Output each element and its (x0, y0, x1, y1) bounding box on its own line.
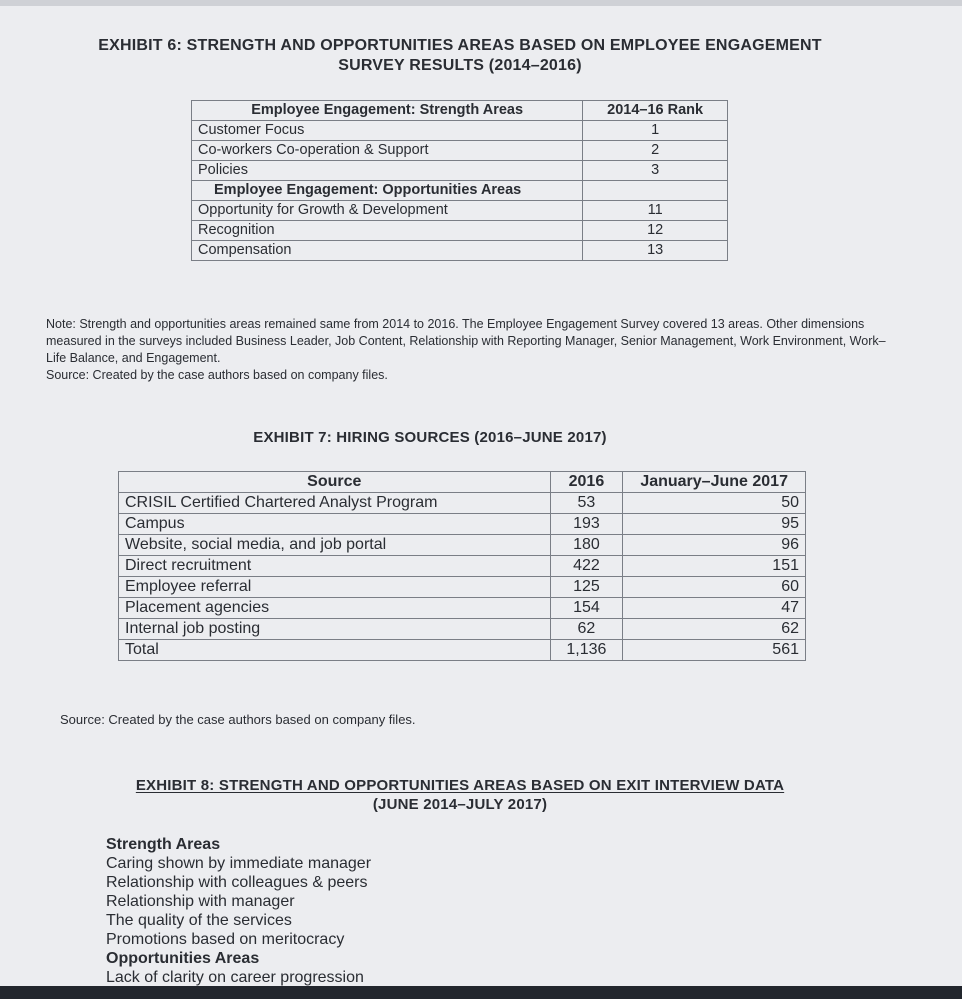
table-row (119, 493, 806, 514)
header-2016: 2016 (550, 472, 623, 493)
list-item: The quality of the services (106, 912, 292, 929)
table-row (192, 141, 728, 161)
list-item: Promotions based on meritocracy (106, 931, 345, 948)
exhibit7-source: Source: Created by the case authors based on company files. (60, 712, 416, 727)
exhibit7-table (118, 471, 806, 661)
area-cell: Customer Focus (192, 121, 583, 141)
subheader-row (192, 181, 728, 201)
source-cell: Employee referral (119, 577, 551, 598)
rank-cell: 12 (583, 221, 728, 241)
value-2016-cell: 125 (550, 577, 623, 598)
area-cell: Compensation (192, 241, 583, 261)
value-2016-cell: 422 (550, 556, 623, 577)
exhibit6-title (20, 36, 900, 76)
table-row (192, 201, 728, 221)
value-2017-cell: 50 (623, 493, 806, 514)
source-cell: Internal job posting (119, 619, 551, 640)
table-row (192, 241, 728, 261)
rank-cell-empty (583, 181, 728, 201)
rank-cell: 13 (583, 241, 728, 261)
value-2016-cell: 1,136 (550, 640, 623, 661)
list-item: Lack of clarity on career progression (106, 969, 364, 986)
exhibit8-title-line1: EXHIBIT 8: STRENGTH AND OPPORTUNITIES AREAS BASED ON EXIT INTERVIEW DATA (135, 777, 785, 794)
source-cell: CRISIL Certified Chartered Analyst Program (119, 493, 551, 514)
table-row (119, 619, 806, 640)
list-item: Relationship with colleagues & peers (106, 874, 368, 891)
exhibit8-title-line2: (JUNE 2014–JULY 2017) (372, 796, 548, 813)
list-item: Caring shown by immediate manager (106, 855, 372, 872)
source-cell: Website, social media, and job portal (119, 535, 551, 556)
area-cell: Co-workers Co-operation & Support (192, 141, 583, 161)
bottom-edge (0, 986, 962, 999)
value-2017-cell: 561 (623, 640, 806, 661)
exhibit6-table (191, 100, 728, 261)
rank-cell: 2 (583, 141, 728, 161)
header-rank: 2014–16 Rank (583, 101, 728, 121)
source-cell: Total (119, 640, 551, 661)
table-header-row (192, 101, 728, 121)
note-text: Note: Strength and opportunities areas remained same from 2014 to 2016. The Employee Engagement Survey covered 13 areas. Other dimensions measured in the surveys included Business Leader, Job Content, Relationship with Reporting Manager, Senior Management, Work Environment, Work–Life Balance, and Engagement. (46, 317, 886, 365)
value-2017-cell: 96 (623, 535, 806, 556)
source-cell: Direct recruitment (119, 556, 551, 577)
value-2016-cell: 193 (550, 514, 623, 535)
rank-cell: 3 (583, 161, 728, 181)
value-2016-cell: 180 (550, 535, 623, 556)
table-row (119, 556, 806, 577)
table-row (119, 598, 806, 619)
table-row (192, 221, 728, 241)
area-cell: Policies (192, 161, 583, 181)
header-jan-jun-2017: January–June 2017 (623, 472, 806, 493)
exhibit6-title-line2: SURVEY RESULTS (2014–2016) (338, 57, 582, 74)
table-row (119, 577, 806, 598)
table-row (192, 121, 728, 141)
table-row (192, 161, 728, 181)
value-2016-cell: 62 (550, 619, 623, 640)
list-item: Relationship with manager (106, 893, 295, 910)
table-row (119, 535, 806, 556)
value-2017-cell: 62 (623, 619, 806, 640)
header-opportunities-areas: Employee Engagement: Opportunities Areas (192, 181, 583, 201)
value-2016-cell: 53 (550, 493, 623, 514)
header-source: Source (119, 472, 551, 493)
exhibit6-title-line1: EXHIBIT 6: STRENGTH AND OPPORTUNITIES AREAS BASED ON EMPLOYEE ENGAGEMENT (98, 37, 822, 54)
value-2017-cell: 95 (623, 514, 806, 535)
table-row (119, 514, 806, 535)
strength-areas-heading: Strength Areas (106, 836, 221, 853)
source-cell: Placement agencies (119, 598, 551, 619)
value-2017-cell: 60 (623, 577, 806, 598)
top-edge (0, 0, 962, 6)
value-2017-cell: 47 (623, 598, 806, 619)
value-2016-cell: 154 (550, 598, 623, 619)
source-text: Source: Created by the case authors based on company files. (46, 368, 388, 382)
exhibit7-title: EXHIBIT 7: HIRING SOURCES (2016–JUNE 2017) (253, 429, 607, 446)
header-strength-areas: Employee Engagement: Strength Areas (192, 101, 583, 121)
table-header-row (119, 472, 806, 493)
source-cell: Campus (119, 514, 551, 535)
area-cell: Opportunity for Growth & Development (192, 201, 583, 221)
value-2017-cell: 151 (623, 556, 806, 577)
exhibit8-list (106, 835, 371, 987)
exhibit8-title (60, 776, 860, 814)
area-cell: Recognition (192, 221, 583, 241)
rank-cell: 11 (583, 201, 728, 221)
table-total-row (119, 640, 806, 661)
exhibit6-note (46, 316, 886, 384)
opportunities-areas-heading: Opportunities Areas (106, 950, 260, 967)
rank-cell: 1 (583, 121, 728, 141)
